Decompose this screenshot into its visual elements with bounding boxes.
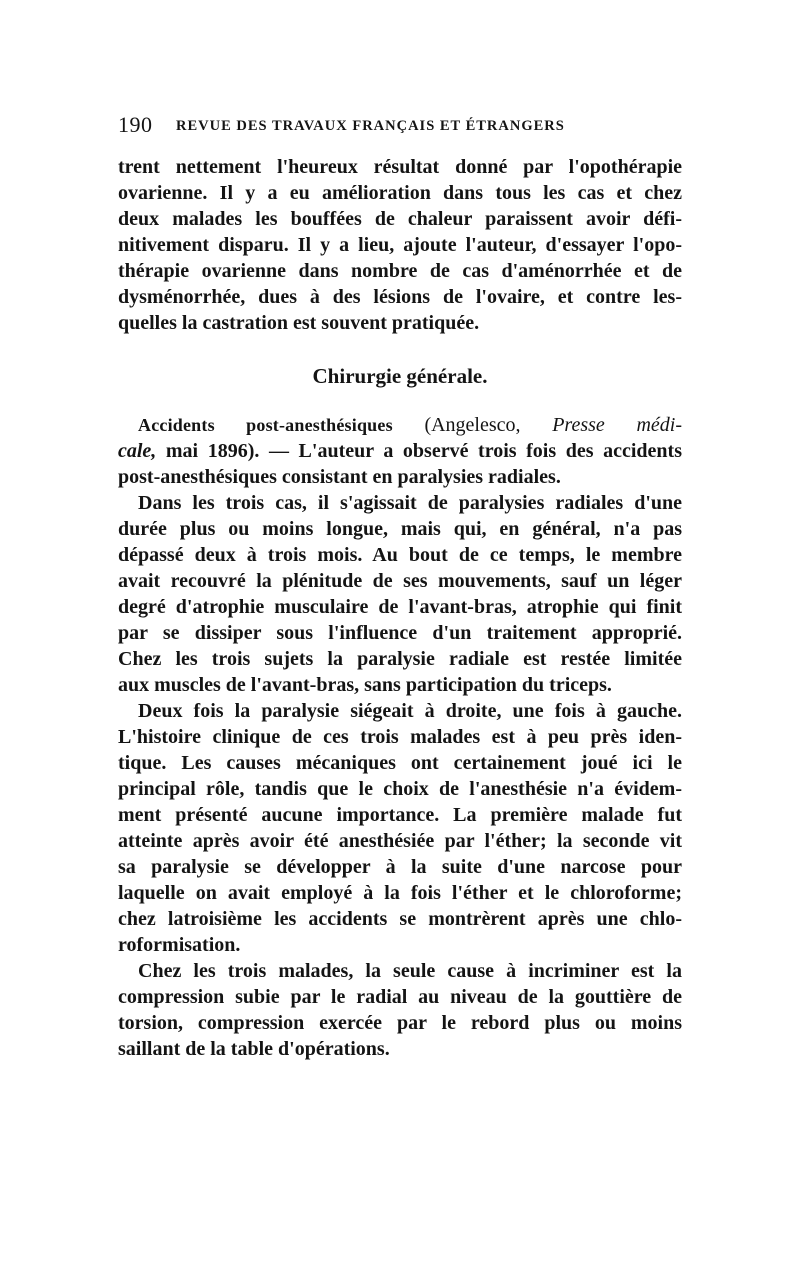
text-line: avait recouvré la plénitude de ses mouvements, sauf un léger [118,570,682,592]
text-line: dysménorrhée, dues à des lésions de l'ovaire, et contre les- [118,286,682,308]
text-line: durée plus ou moins longue, mais qui, en général, n'a pas [118,518,682,540]
running-head [118,112,682,144]
text-line: ment présenté aucune importance. La première malade fut [118,804,682,826]
text-line: degré d'atrophie musculaire de l'avant-bras, atrophie qui finit [118,596,682,618]
text-line: post-anesthésiques consistant en paralysies radiales. [118,466,561,488]
text-line: torsion, compression exercée par le rebord plus ou moins [118,1012,682,1034]
text-line: quelles la castration est souvent pratiquée. [118,312,480,334]
section-heading: Chirurgie générale. [312,364,488,388]
text-line: saillant de la table d'opérations. [118,1038,390,1060]
article-lead: Accidents post-anesthésiques [138,415,393,435]
text-line: roformisation. [118,934,241,956]
citation-open: (Angelesco, [392,414,553,436]
text-line: atteinte après avoir été anesthésiée par l'éther; la seconde vit [118,830,682,852]
text-line [118,438,682,464]
journal-title-end: cale, [118,440,157,462]
page-number: 190 [118,112,153,137]
text-line: sa paralysie se développer à la suite d'une narcose pour [118,856,682,878]
running-title: REVUE DES TRAVAUX FRANÇAIS ET ÉTRANGERS [176,118,565,134]
text-line: chez latroisième les accidents se montrèrent après une chlo- [118,908,682,930]
text-line: trent nettement l'heureux résultat donné par l'opothérapie [118,156,682,178]
text-line: Deux fois la paralysie siégeait à droite, une fois à gauche. [138,700,682,722]
text-line: nitivement disparu. Il y a lieu, ajoute l'auteur, d'essayer l'opo- [118,234,682,256]
text-line: compression subie par le radial au niveau de la gouttière de [118,986,682,1008]
journal-title: Presse médi- [552,414,682,436]
text-line: ovarienne. Il y a eu amélioration dans tous les cas et chez [118,182,682,204]
article-lead-line [118,412,682,438]
text-line: deux malades les bouffées de chaleur paraissent avoir défi- [118,208,682,230]
text-line: tique. Les causes mécaniques ont certainement joué ici le [118,752,682,774]
intro-paragraph [118,154,682,336]
text-line: aux muscles de l'avant-bras, sans participation du triceps. [118,674,612,696]
article-paragraph [118,412,682,1062]
text-line: thérapie ovarienne dans nombre de cas d'aménorrhée et de [118,260,682,282]
text-line: laquelle on avait employé à la fois l'éther et le chloroforme; [118,882,682,904]
text-line: principal rôle, tandis que le choix de l'anesthésie n'a évidem- [118,778,682,800]
book-page [118,112,682,1062]
text-line: par se dissiper sous l'influence d'un traitement approprié. [118,622,682,644]
text-line: L'histoire clinique de ces trois malades est à peu près iden- [118,726,682,748]
text-line: Dans les trois cas, il s'agissait de paralysies radiales d'une [138,492,682,514]
text-line: Chez les trois sujets la paralysie radiale est restée limitée [118,648,682,670]
citation-rest: mai 1896). — L'auteur a observé trois fois des accidents [156,440,682,462]
text-line: dépassé deux à trois mois. Au bout de ce temps, le membre [118,544,682,566]
text-line: Chez les trois malades, la seule cause à incriminer est la [138,960,682,982]
